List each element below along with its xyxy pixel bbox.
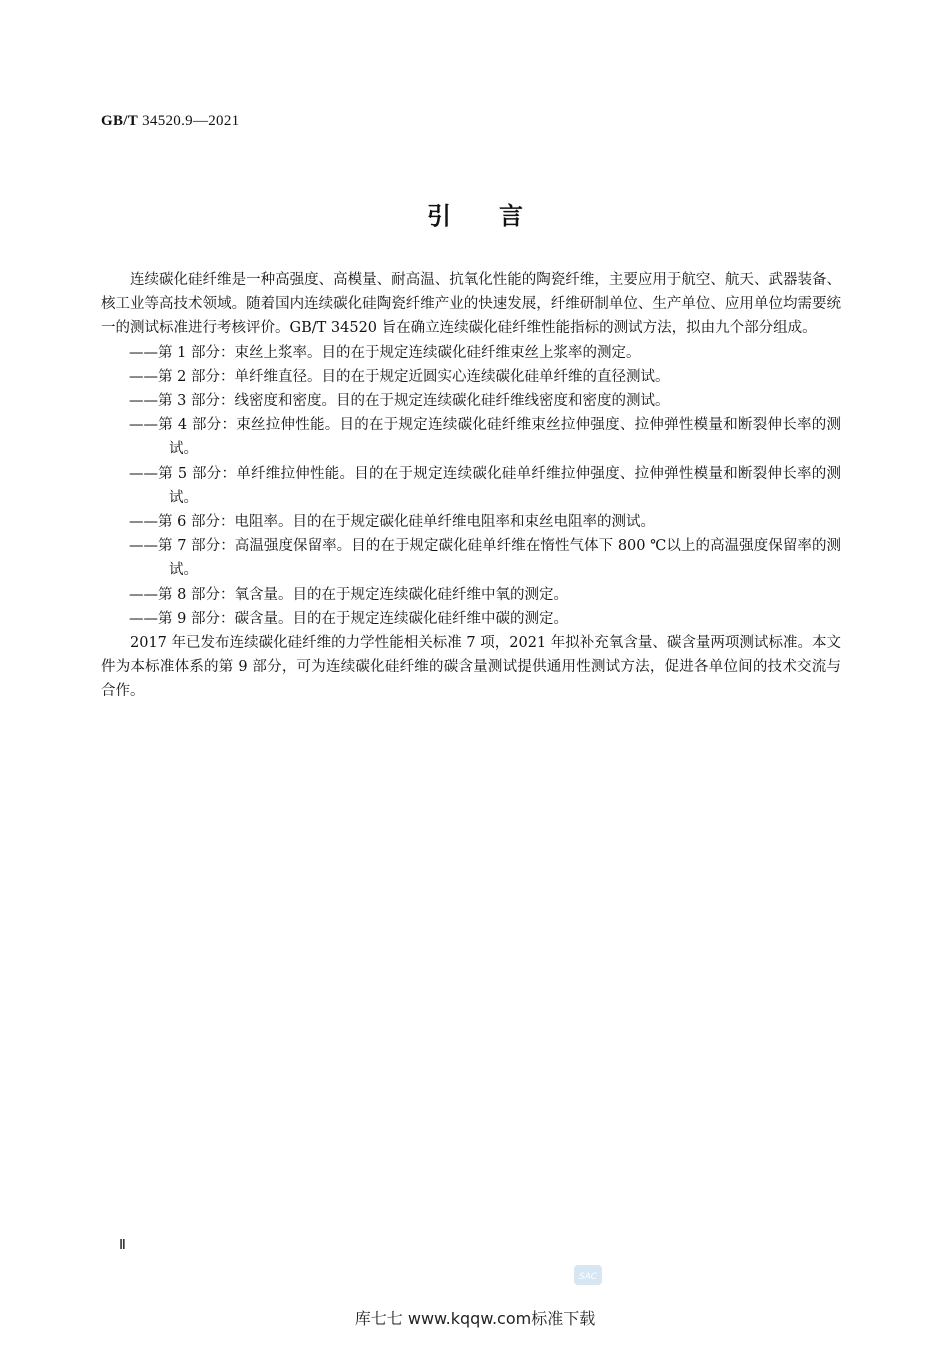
closing-paragraph: 2017 年已发布连续碳化硅纤维的力学性能相关标准 7 项，2021 年拟补充氧含量、碳含量两项测试标准。本文件为本标准体系的第 9 部分，可为连续碳化硅纤维的碳含量测试提供通用性测试方法，促进各单位间的技术交流与合作。 xyxy=(101,635,841,700)
sac-watermark-logo xyxy=(573,1263,603,1287)
introduction-body xyxy=(101,268,841,704)
svg-text:SAC: SAC xyxy=(578,1272,598,1282)
intro-paragraph: 连续碳化硅纤维是一种高强度、高模量、耐高温、抗氧化性能的陶瓷纤维，主要应用于航空、航天、武器装备、核工业等高技术领域。随着国内连续碳化硅陶瓷纤维产业的快速发展，纤维研制单位、生产单位、应用单位均需要统一的测试标准进行考核评价。GB/T 34520 旨在确立连续碳化硅纤维性能指标的测试方法，拟由九个部分组成。 xyxy=(101,272,841,337)
document-code xyxy=(101,113,239,130)
part-item-6: ——第 6 部分：电阻率。目的在于规定碳化硅单纤维电阻率和束丝电阻率的测试。 xyxy=(129,514,655,531)
document-code-prefix: GB/T xyxy=(101,113,139,129)
part-item-7: ——第 7 部分：高温强度保留率。目的在于规定碳化硅单纤维在惰性气体下 800 ℃以上的高温强度保留率的测试。 xyxy=(129,538,841,579)
part-item-3: ——第 3 部分：线密度和密度。目的在于规定连续碳化硅纤维线密度和密度的测试。 xyxy=(129,393,670,410)
part-item-9: ——第 9 部分：碳含量。目的在于规定连续碳化硅纤维中碳的测定。 xyxy=(129,610,568,627)
part-item-8: ——第 8 部分：氧含量。目的在于规定连续碳化硅纤维中氧的测定。 xyxy=(129,586,568,603)
part-item-4: ——第 4 部分：束丝拉伸性能。目的在于规定连续碳化硅纤维束丝拉伸强度、拉伸弹性模量和断裂伸长率的测试。 xyxy=(129,417,841,458)
footer-download-note: 库七七 www.kqqw.com标准下载 xyxy=(354,1309,596,1328)
part-item-5: ——第 5 部分：单纤维拉伸性能。目的在于规定连续碳化硅单纤维拉伸强度、拉伸弹性模量和断裂伸长率的测试。 xyxy=(129,465,841,506)
page-number: Ⅱ xyxy=(119,1238,126,1253)
part-item-2: ——第 2 部分：单纤维直径。目的在于规定近圆实心连续碳化硅单纤维的直径测试。 xyxy=(129,368,670,385)
page-title: 引言 xyxy=(427,202,571,230)
part-item-1: ——第 1 部分：束丝上浆率。目的在于规定连续碳化硅纤维束丝上浆率的测定。 xyxy=(129,344,641,361)
document-code-number: 34520.9—2021 xyxy=(142,113,240,129)
